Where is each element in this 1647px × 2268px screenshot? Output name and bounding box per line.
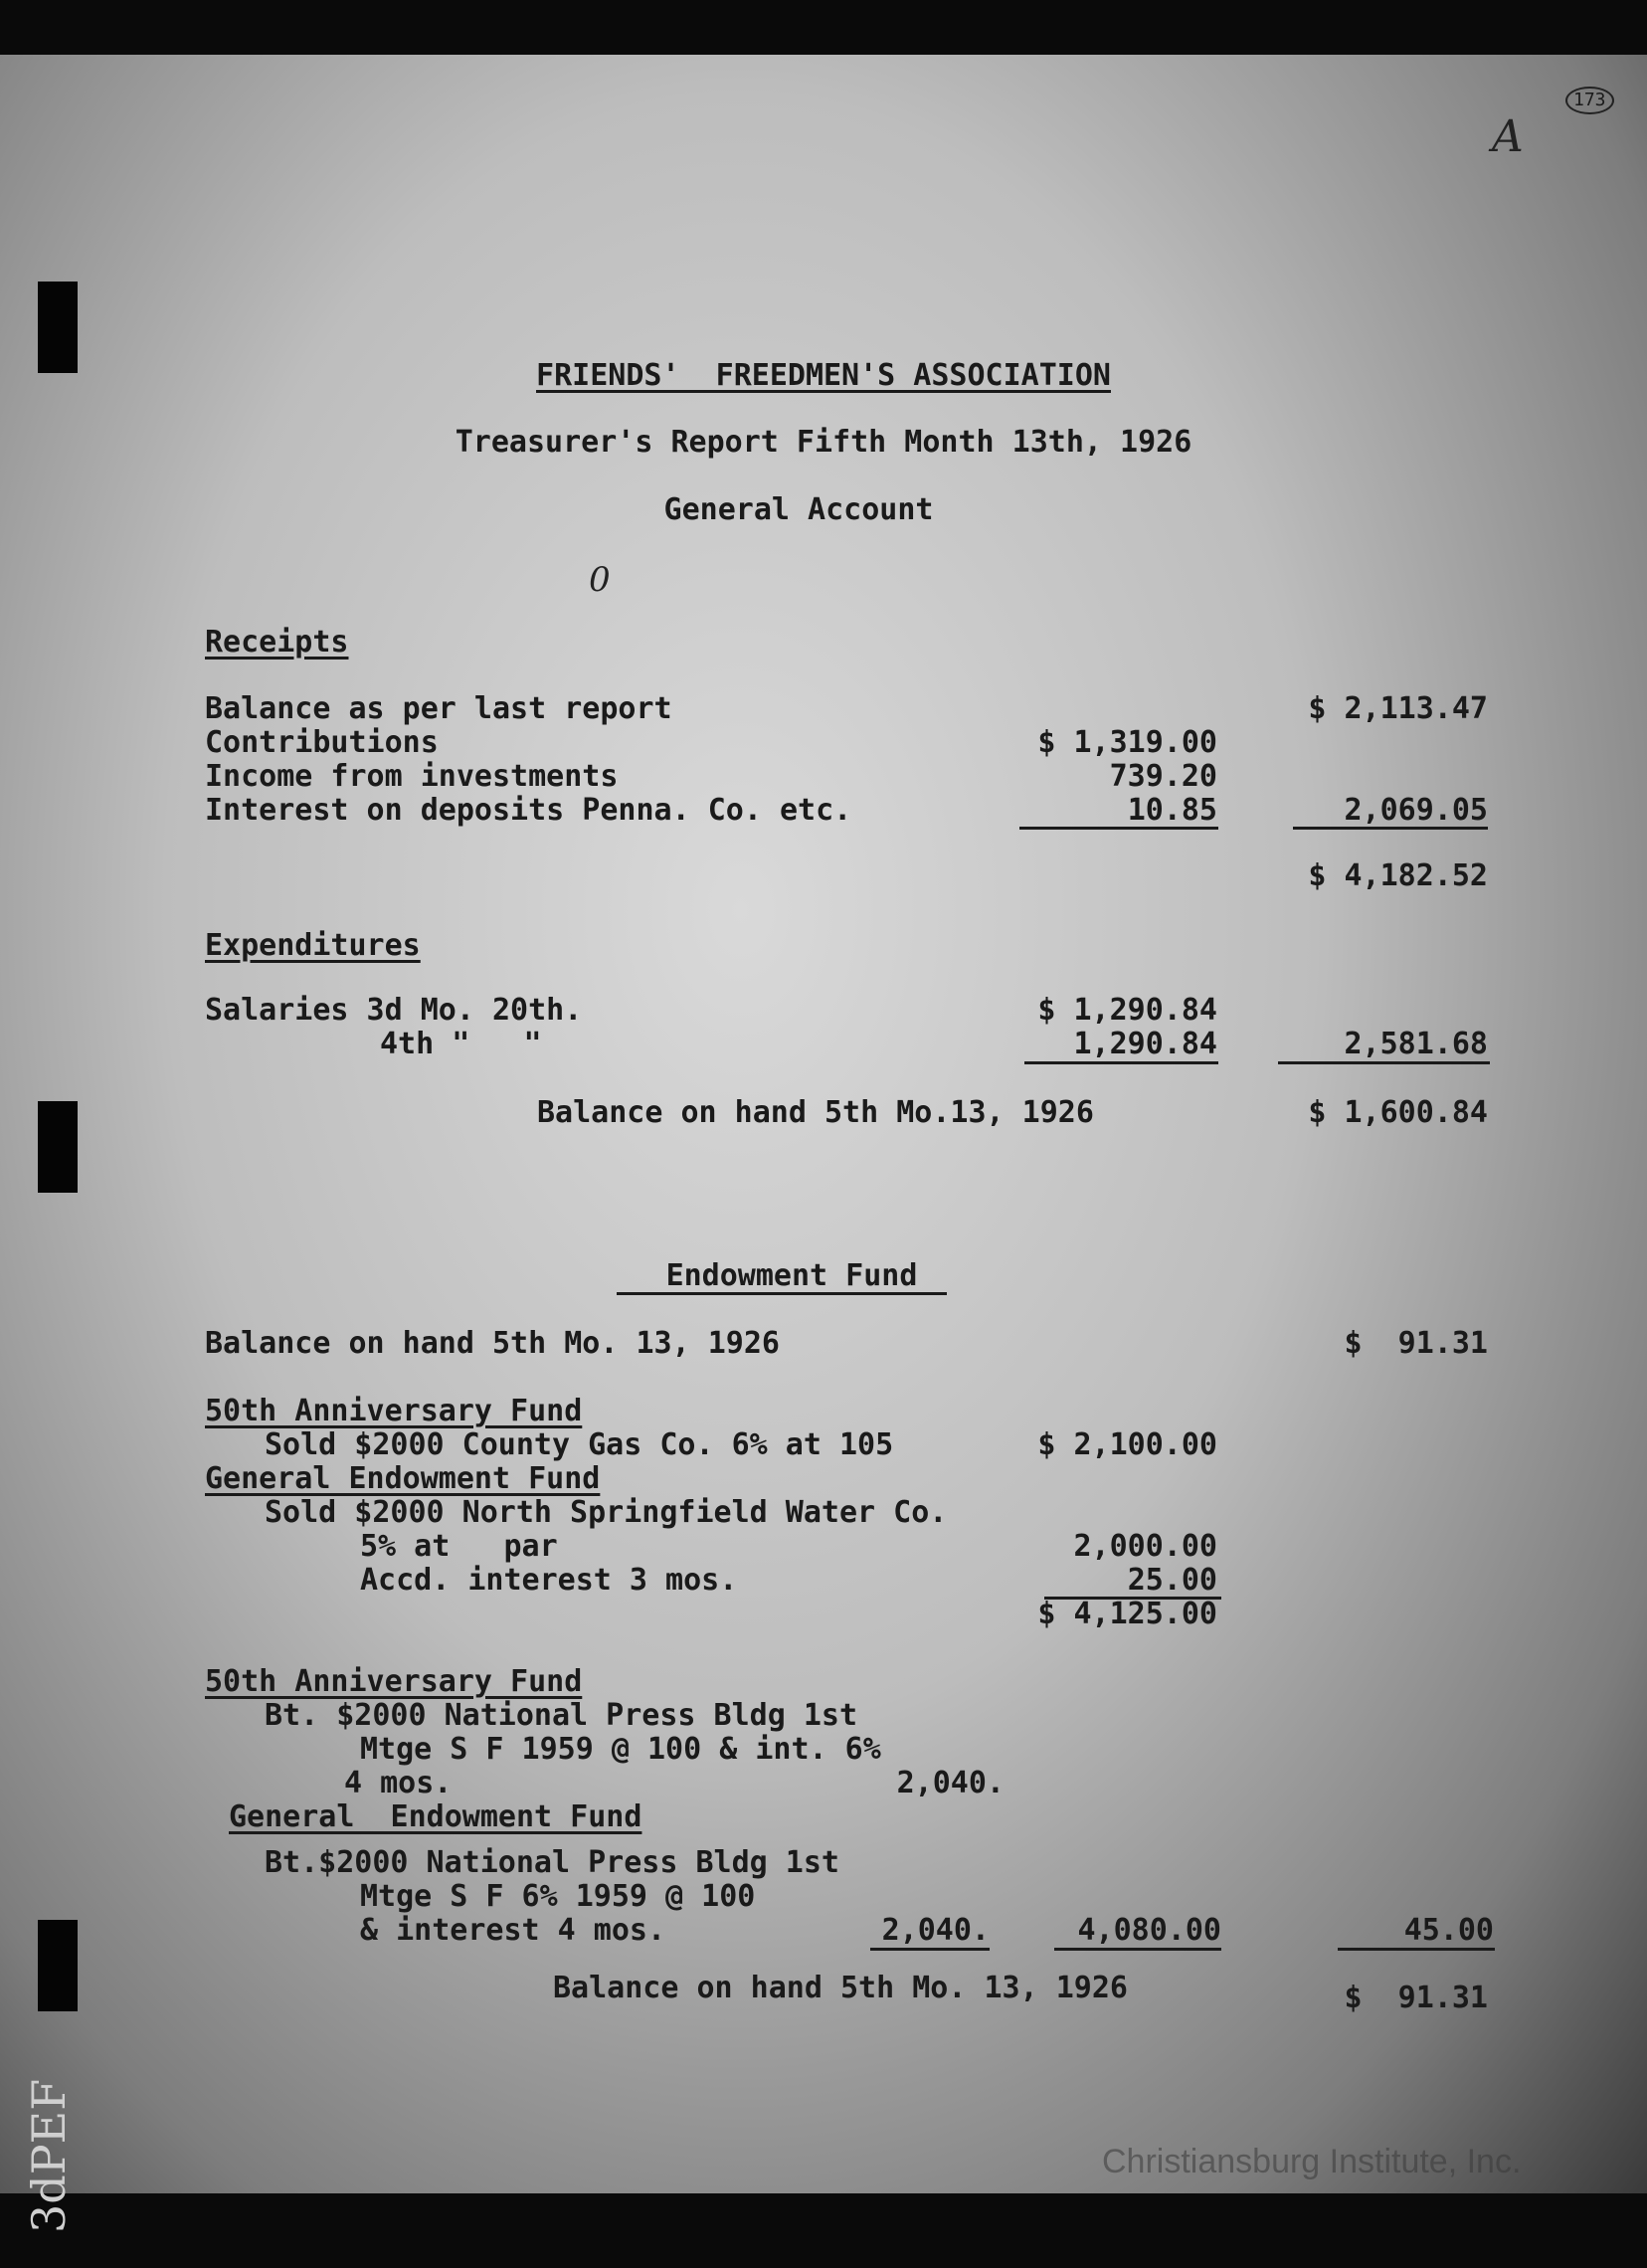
- pencil-mark: 0: [589, 560, 611, 600]
- general-bought-amount: 2,040.: [881, 1913, 990, 1948]
- receipts-balance-label: Balance as per last report: [205, 691, 672, 726]
- income-label: Income from investments: [205, 759, 619, 794]
- expenditures-subtotal: 2,581.68: [1344, 1027, 1488, 1061]
- general-balance-amount: $ 1,600.84: [1308, 1095, 1488, 1130]
- underline-rule: [1278, 1061, 1490, 1064]
- general-par-line: 5% at par: [360, 1529, 558, 1564]
- anniversary-bought-line3: 4 mos.: [344, 1766, 453, 1800]
- endowment-final-balance-label: Balance on hand 5th Mo. 13, 1926: [553, 1971, 1128, 2005]
- underline-rule: [1019, 827, 1218, 830]
- accrued-interest-label: Accd. interest 3 mos.: [360, 1563, 738, 1598]
- general-balance-label: Balance on hand 5th Mo.13, 1926: [537, 1095, 1094, 1130]
- underline-rule: [1338, 1948, 1495, 1951]
- side-label: 3dPEF: [22, 2078, 76, 2233]
- bought-total: 4,080.00: [1077, 1913, 1221, 1948]
- general-bought-line2: Mtge S F 6% 1959 @ 100: [360, 1879, 756, 1914]
- endowment-balance-label: Balance on hand 5th Mo. 13, 1926: [205, 1326, 780, 1361]
- anniversary-bought-amount: 2,040.: [896, 1766, 1005, 1800]
- receipts-balance-amount: $ 2,113.47: [1308, 691, 1488, 726]
- underline-rule: [617, 1292, 947, 1295]
- anniversary-fund-heading: 50th Anniversary Fund: [205, 1394, 583, 1428]
- receipts-heading: Receipts: [205, 625, 349, 660]
- anniversary-bought-line1: Bt. $2000 National Press Bldg 1st: [265, 1698, 858, 1733]
- salaries-amount: $ 1,290.84: [1037, 993, 1217, 1028]
- contributions-amount: $ 1,319.00: [1037, 725, 1217, 760]
- general-bought-line1: Bt.$2000 National Press Bldg 1st: [265, 1845, 839, 1880]
- endowment-heading: Endowment Fund: [665, 1258, 918, 1293]
- general-endowment-heading-2: General Endowment Fund: [229, 1799, 642, 1834]
- watermark: Christiansburg Institute, Inc.: [1102, 2143, 1522, 2180]
- sold-total: $ 4,125.00: [1037, 1597, 1217, 1631]
- salaries-label: Salaries 3d Mo. 20th.: [205, 993, 583, 1028]
- underline-rule: [1024, 1061, 1218, 1064]
- anniversary-bought-line2: Mtge S F 1959 @ 100 & int. 6%: [360, 1732, 881, 1767]
- endowment-final-balance-amount: $ 91.31: [1344, 1981, 1488, 2015]
- anniversary-sold-amount: $ 2,100.00: [1037, 1427, 1217, 1462]
- document-title: FRIENDS' FREEDMEN'S ASSOCIATION: [536, 358, 1111, 393]
- report-subtitle: Treasurer's Report Fifth Month 13th, 1926: [455, 425, 1192, 460]
- accrued-interest-amount: 25.00: [1127, 1563, 1217, 1598]
- underline-rule: [1054, 1948, 1221, 1951]
- receipts-subtotal: 2,069.05: [1344, 793, 1488, 828]
- income-amount: 739.20: [1109, 759, 1217, 794]
- endowment-net: 45.00: [1403, 1913, 1494, 1948]
- general-endowment-heading: General Endowment Fund: [205, 1461, 601, 1496]
- page-mark: 173: [1565, 87, 1614, 114]
- general-par-amount: 2,000.00: [1073, 1529, 1217, 1564]
- punch-hole: [38, 1101, 78, 1193]
- punch-hole: [38, 1920, 78, 2011]
- fourth-month-label: 4th " ": [380, 1027, 542, 1061]
- corner-letter: A: [1492, 111, 1524, 162]
- receipts-total: $ 4,182.52: [1308, 858, 1488, 893]
- general-sold-line: Sold $2000 North Springfield Water Co.: [265, 1495, 948, 1530]
- anniversary-fund-heading-2: 50th Anniversary Fund: [205, 1664, 583, 1699]
- underline-rule: [870, 1948, 990, 1951]
- underline-rule: [1293, 827, 1488, 830]
- interest-amount: 10.85: [1127, 793, 1217, 828]
- expenditures-heading: Expenditures: [205, 928, 421, 963]
- document-page: [0, 55, 1647, 2193]
- punch-hole: [38, 282, 78, 373]
- interest-label: Interest on deposits Penna. Co. etc.: [205, 793, 852, 828]
- fourth-month-amount: 1,290.84: [1073, 1027, 1217, 1061]
- anniversary-sold-line: Sold $2000 County Gas Co. 6% at 105: [265, 1427, 894, 1462]
- contributions-label: Contributions: [205, 725, 439, 760]
- account-title: General Account: [663, 492, 934, 527]
- endowment-balance-amount: $ 91.31: [1344, 1326, 1488, 1361]
- general-bought-line3: & interest 4 mos.: [360, 1913, 666, 1948]
